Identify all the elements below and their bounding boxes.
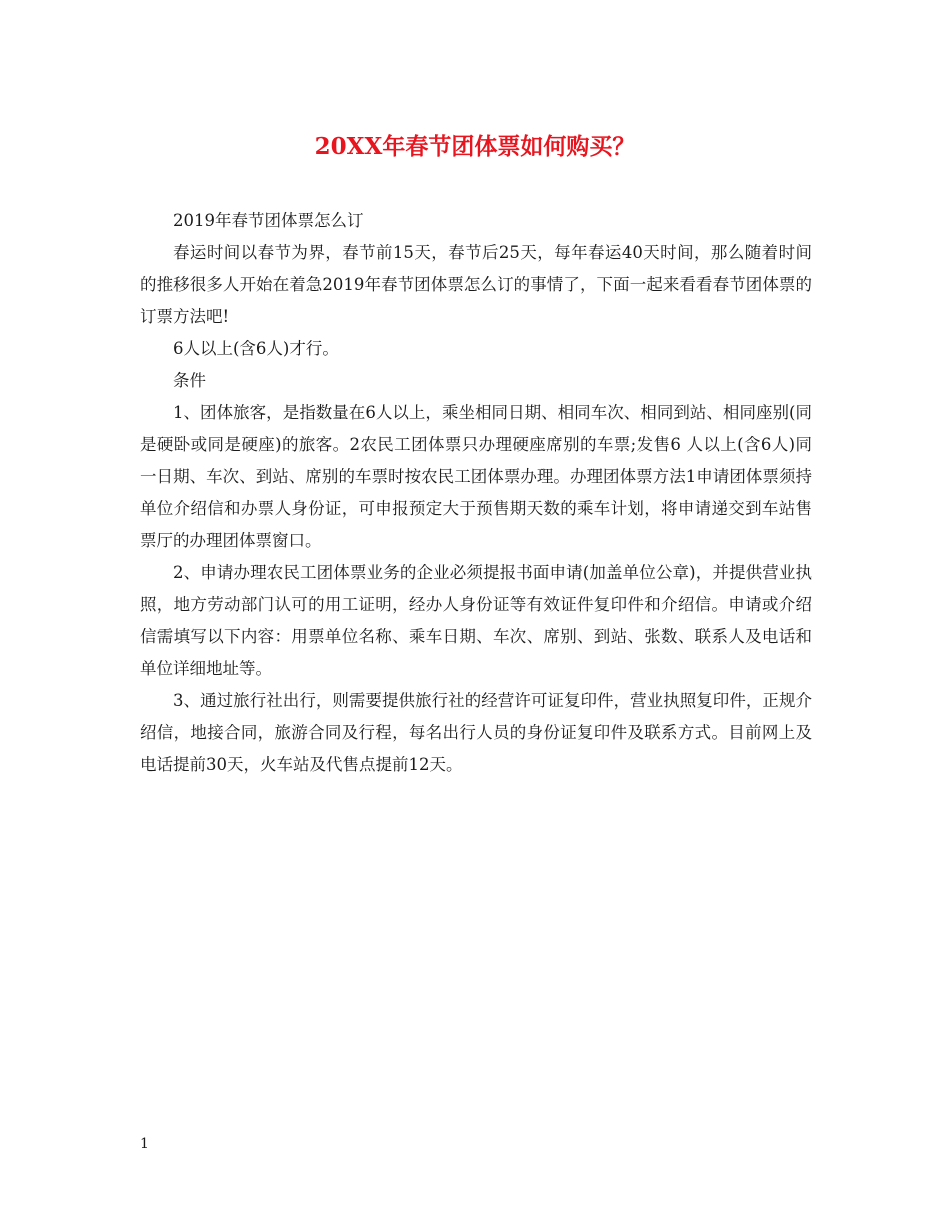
paragraph-item-3: 3、通过旅行社出行，则需要提供旅行社的经营许可证复印件，营业执照复印件，正规介绍信，地接合同，旅游合同及行程，每名出行人员的身份证复印件及联系方式。目前网上及电话提前30天，火车站及代售点提前12天。: [140, 691, 812, 774]
paragraph-requirement: 6人以上(含6人)才行。: [173, 339, 339, 358]
page-number: 1: [140, 1136, 149, 1152]
paragraph-intro: 春运时间以春节为界，春节前15天，春节后25天，每年春运40天时间，那么随着时间的推移很多人开始在着急2019年春节团体票怎么订的事情了，下面一起来看看春节团体票的订票方法吧!: [140, 243, 812, 326]
paragraph-conditions-heading: 条件: [173, 371, 206, 390]
document-title: 20XX年春节团体票如何购买？: [314, 133, 636, 160]
document-body: [140, 205, 812, 781]
paragraph-item-1: 1、团体旅客，是指数量在6人以上，乘坐相同日期、相同车次、相同到站、相同座别(同是硬卧或同是硬座)的旅客。2农民工团体票只办理硬座席别的车票;发售6 人以上(含6人)同一日期、车次、到站、席别的车票时按农民工团体票办理。办理团体票方法1申请团体票须持单位介绍信和办票人身份证，可申报预定大于预售期天数的乘车计划，将申请递交到车站售票厅的办理团体票窗口。: [140, 403, 812, 550]
paragraph-item-2: 2、申请办理农民工团体票业务的企业必须提报书面申请(加盖单位公章)，并提供营业执照，地方劳动部门认可的用工证明，经办人身份证等有效证件复印件和介绍信。申请或介绍信需填写以下内容：用票单位名称、乘车日期、车次、席别、到站、张数、联系人及电话和单位详细地址等。: [140, 563, 812, 678]
paragraph-subtitle: 2019年春节团体票怎么订: [173, 211, 364, 230]
